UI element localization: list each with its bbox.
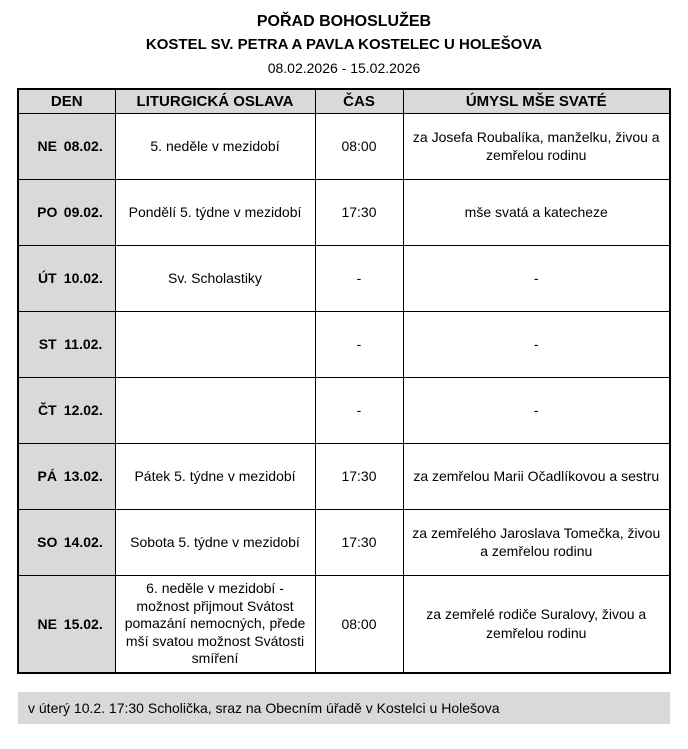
day-abbreviation: ÚT — [37, 270, 57, 287]
time-cell: 08:00 — [315, 113, 403, 179]
time-cell: 17:30 — [315, 179, 403, 245]
celebration-cell: Sv. Scholastiky — [115, 245, 315, 311]
day-date: 12.02. — [63, 402, 103, 419]
day-date: 13.02. — [63, 468, 103, 485]
schedule-body — [18, 113, 670, 673]
day-date: 09.02. — [63, 204, 103, 221]
date-range: 08.02.2026 - 15.02.2026 — [267, 60, 421, 77]
page-title: POŘAD BOHOSLUŽEB — [256, 13, 432, 30]
day-date: 15.02. — [63, 616, 103, 633]
table-row — [18, 245, 670, 311]
day-cell — [18, 377, 115, 443]
time-cell: 17:30 — [315, 509, 403, 575]
column-header-umysl: ÚMYSL MŠE SVATÉ — [403, 89, 670, 113]
day-abbreviation: NE — [37, 616, 57, 633]
intention-cell: - — [403, 377, 670, 443]
celebration-cell: 5. neděle v mezidobí — [115, 113, 315, 179]
day-cell — [18, 509, 115, 575]
day-cell — [18, 245, 115, 311]
table-row — [18, 113, 670, 179]
celebration-cell: 6. neděle v mezidobí - možnost přijmout Svátost pomazání nemocných, přede mší svatou možnost Svátosti smíření — [115, 575, 315, 673]
time-cell: 08:00 — [315, 575, 403, 673]
table-row — [18, 575, 670, 673]
day-abbreviation: NE — [37, 138, 57, 155]
day-date: 08.02. — [63, 138, 103, 155]
celebration-cell — [115, 377, 315, 443]
time-cell: - — [315, 311, 403, 377]
day-date: 11.02. — [64, 336, 103, 353]
day-cell — [18, 179, 115, 245]
schedule-table — [17, 88, 671, 674]
table-row — [18, 311, 670, 377]
footer-note: v úterý 10.2. 17:30 Scholička, sraz na Obecním úřadě v Kostelci u Holešova — [28, 700, 500, 717]
day-abbreviation: SO — [37, 534, 58, 551]
intention-cell: - — [403, 311, 670, 377]
time-cell: - — [315, 245, 403, 311]
celebration-cell: Sobota 5. týdne v mezidobí — [115, 509, 315, 575]
day-abbreviation: ST — [38, 336, 57, 353]
day-abbreviation: PO — [37, 204, 58, 221]
celebration-cell: Pondělí 5. týdne v mezidobí — [115, 179, 315, 245]
column-header-liturgicka-oslava: LITURGICKÁ OSLAVA — [115, 89, 315, 113]
time-cell: 17:30 — [315, 443, 403, 509]
intention-cell: za zemřelého Jaroslava Tomečka, živou a zemřelou rodinu — [403, 509, 670, 575]
day-cell — [18, 443, 115, 509]
day-date: 10.02. — [63, 270, 103, 287]
celebration-cell — [115, 311, 315, 377]
table-row — [18, 179, 670, 245]
table-row — [18, 509, 670, 575]
table-row — [18, 443, 670, 509]
page-subtitle: KOSTEL SV. PETRA A PAVLA KOSTELEC U HOLEŠOVA — [145, 35, 543, 53]
time-cell: - — [315, 377, 403, 443]
intention-cell: za zemřelou Marii Očadlíkovou a sestru — [403, 443, 670, 509]
day-cell — [18, 113, 115, 179]
day-cell — [18, 311, 115, 377]
document-header — [0, 12, 688, 77]
day-abbreviation: PÁ — [37, 468, 57, 485]
day-date: 14.02. — [63, 534, 103, 551]
column-header-cas: ČAS — [315, 89, 403, 113]
intention-cell: - — [403, 245, 670, 311]
table-row — [18, 377, 670, 443]
column-header-den: DEN — [18, 89, 115, 113]
intention-cell: za Josefa Roubalíka, manželku, živou a zemřelou rodinu — [403, 113, 670, 179]
table-header-row — [18, 89, 670, 113]
footer-note-bar — [18, 692, 670, 724]
day-abbreviation: ČT — [37, 402, 57, 419]
intention-cell: mše svatá a katecheze — [403, 179, 670, 245]
intention-cell: za zemřelé rodiče Suralovy, živou a zemřelou rodinu — [403, 575, 670, 673]
celebration-cell: Pátek 5. týdne v mezidobí — [115, 443, 315, 509]
day-cell — [18, 575, 115, 673]
